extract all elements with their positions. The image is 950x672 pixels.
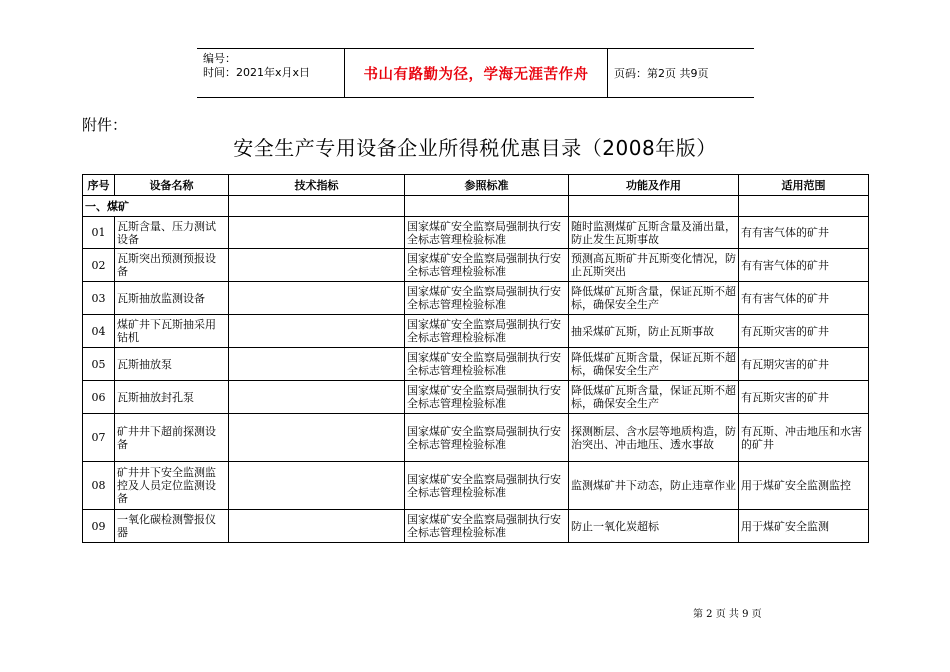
- function-description: 探测断层、含水层等地质构造，防治突出、冲击地压、透水事故: [569, 414, 739, 462]
- equipment-name: 瓦斯抽放封孔泵: [115, 381, 229, 414]
- technical-spec: [229, 381, 405, 414]
- category-row: [83, 196, 869, 217]
- equipment-name: 矿井井下超前探测设备: [115, 414, 229, 462]
- function-description: 随时监测煤矿瓦斯含量及涌出量，防止发生瓦斯事故: [569, 217, 739, 249]
- table-row: [83, 510, 869, 543]
- row-number: 03: [83, 282, 115, 315]
- reference-standard: 国家煤矿安全监察局强制执行安全标志管理检验标准: [405, 315, 569, 348]
- table-header-row: [83, 175, 869, 196]
- technical-spec: [229, 217, 405, 249]
- reference-standard: 国家煤矿安全监察局强制执行安全标志管理检验标准: [405, 462, 569, 510]
- category-cell: [739, 196, 869, 217]
- technical-spec: [229, 510, 405, 543]
- equipment-name: 一氧化碳检测警报仪器: [115, 510, 229, 543]
- col-header-function: 功能及作用: [569, 175, 739, 196]
- table-row: [83, 414, 869, 462]
- col-header-scope: 适用范围: [739, 175, 869, 196]
- page-label: 页码：第2页 共9页: [614, 67, 709, 80]
- equipment-table: [82, 174, 869, 543]
- row-number: 08: [83, 462, 115, 510]
- row-number: 07: [83, 414, 115, 462]
- page-title: 安全生产专用设备企业所得税优惠目录（2008年版）: [233, 136, 717, 160]
- technical-spec: [229, 315, 405, 348]
- applicable-scope: 有瓦斯灾害的矿井: [739, 315, 869, 348]
- function-description: 预测高瓦斯矿井瓦斯变化情况，防止瓦斯突出: [569, 249, 739, 282]
- col-header-spec: 技术指标: [229, 175, 405, 196]
- document-header: [197, 48, 754, 98]
- technical-spec: [229, 462, 405, 510]
- applicable-scope: 有有害气体的矿井: [739, 217, 869, 249]
- technical-spec: [229, 414, 405, 462]
- row-number: 09: [83, 510, 115, 543]
- category-cell: [229, 196, 405, 217]
- function-description: 降低煤矿瓦斯含量，保证瓦斯不超标，确保安全生产: [569, 348, 739, 381]
- table-row: [83, 249, 869, 282]
- col-header-standard: 参照标准: [405, 175, 569, 196]
- applicable-scope: 有瓦期灾害的矿井: [739, 348, 869, 381]
- row-number: 04: [83, 315, 115, 348]
- reference-standard: 国家煤矿安全监察局强制执行安全标志管理检验标准: [405, 217, 569, 249]
- equipment-name: 瓦斯含量、压力测试设备: [115, 217, 229, 249]
- technical-spec: [229, 348, 405, 381]
- equipment-name: 煤矿井下瓦斯抽采用钻机: [115, 315, 229, 348]
- equipment-name: 瓦斯突出预测预报设备: [115, 249, 229, 282]
- row-number: 02: [83, 249, 115, 282]
- header-motto: 书山有路勤为径，学海无涯苦作舟: [344, 49, 608, 97]
- function-description: 监测煤矿井下动态，防止违章作业: [569, 462, 739, 510]
- reference-standard: 国家煤矿安全监察局强制执行安全标志管理检验标准: [405, 510, 569, 543]
- row-number: 05: [83, 348, 115, 381]
- equipment-name: 矿井井下安全监测监控及人员定位监测设备: [115, 462, 229, 510]
- table-row: [83, 348, 869, 381]
- col-header-name: 设备名称: [115, 175, 229, 196]
- technical-spec: [229, 249, 405, 282]
- table-row: [83, 217, 869, 249]
- applicable-scope: 有瓦斯灾害的矿井: [739, 381, 869, 414]
- function-description: 防止一氧化炭超标: [569, 510, 739, 543]
- function-description: 降低煤矿瓦斯含量，保证瓦斯不超标，确保安全生产: [569, 282, 739, 315]
- table-row: [83, 315, 869, 348]
- applicable-scope: 用于煤矿安全监测监控: [739, 462, 869, 510]
- col-header-no: 序号: [83, 175, 115, 196]
- equipment-name: 瓦斯抽放泵: [115, 348, 229, 381]
- category-label: 一、煤矿: [83, 196, 229, 217]
- table-row: [83, 381, 869, 414]
- attachment-label: 附件：: [82, 116, 128, 134]
- table-row: [83, 462, 869, 510]
- table-row: [83, 282, 869, 315]
- row-number: 01: [83, 217, 115, 249]
- reference-standard: 国家煤矿安全监察局强制执行安全标志管理检验标准: [405, 282, 569, 315]
- number-label: 编号：: [203, 52, 236, 65]
- time-label: 时间：2021年x月x日: [203, 66, 311, 79]
- reference-standard: 国家煤矿安全监察局强制执行安全标志管理检验标准: [405, 414, 569, 462]
- reference-standard: 国家煤矿安全监察局强制执行安全标志管理检验标准: [405, 249, 569, 282]
- applicable-scope: 有瓦斯、冲击地压和水害的矿井: [739, 414, 869, 462]
- reference-standard: 国家煤矿安全监察局强制执行安全标志管理检验标准: [405, 381, 569, 414]
- applicable-scope: 有有害气体的矿井: [739, 282, 869, 315]
- function-description: 抽采煤矿瓦斯，防止瓦斯事故: [569, 315, 739, 348]
- row-number: 06: [83, 381, 115, 414]
- function-description: 降低煤矿瓦斯含量，保证瓦斯不超标，确保安全生产: [569, 381, 739, 414]
- reference-standard: 国家煤矿安全监察局强制执行安全标志管理检验标准: [405, 348, 569, 381]
- category-cell: [405, 196, 569, 217]
- header-meta: [197, 49, 344, 97]
- applicable-scope: 用于煤矿安全监测: [739, 510, 869, 543]
- category-cell: [569, 196, 739, 217]
- applicable-scope: 有有害气体的矿井: [739, 249, 869, 282]
- page-footer: 第 2 页 共 9 页: [693, 609, 762, 620]
- technical-spec: [229, 282, 405, 315]
- equipment-name: 瓦斯抽放监测设备: [115, 282, 229, 315]
